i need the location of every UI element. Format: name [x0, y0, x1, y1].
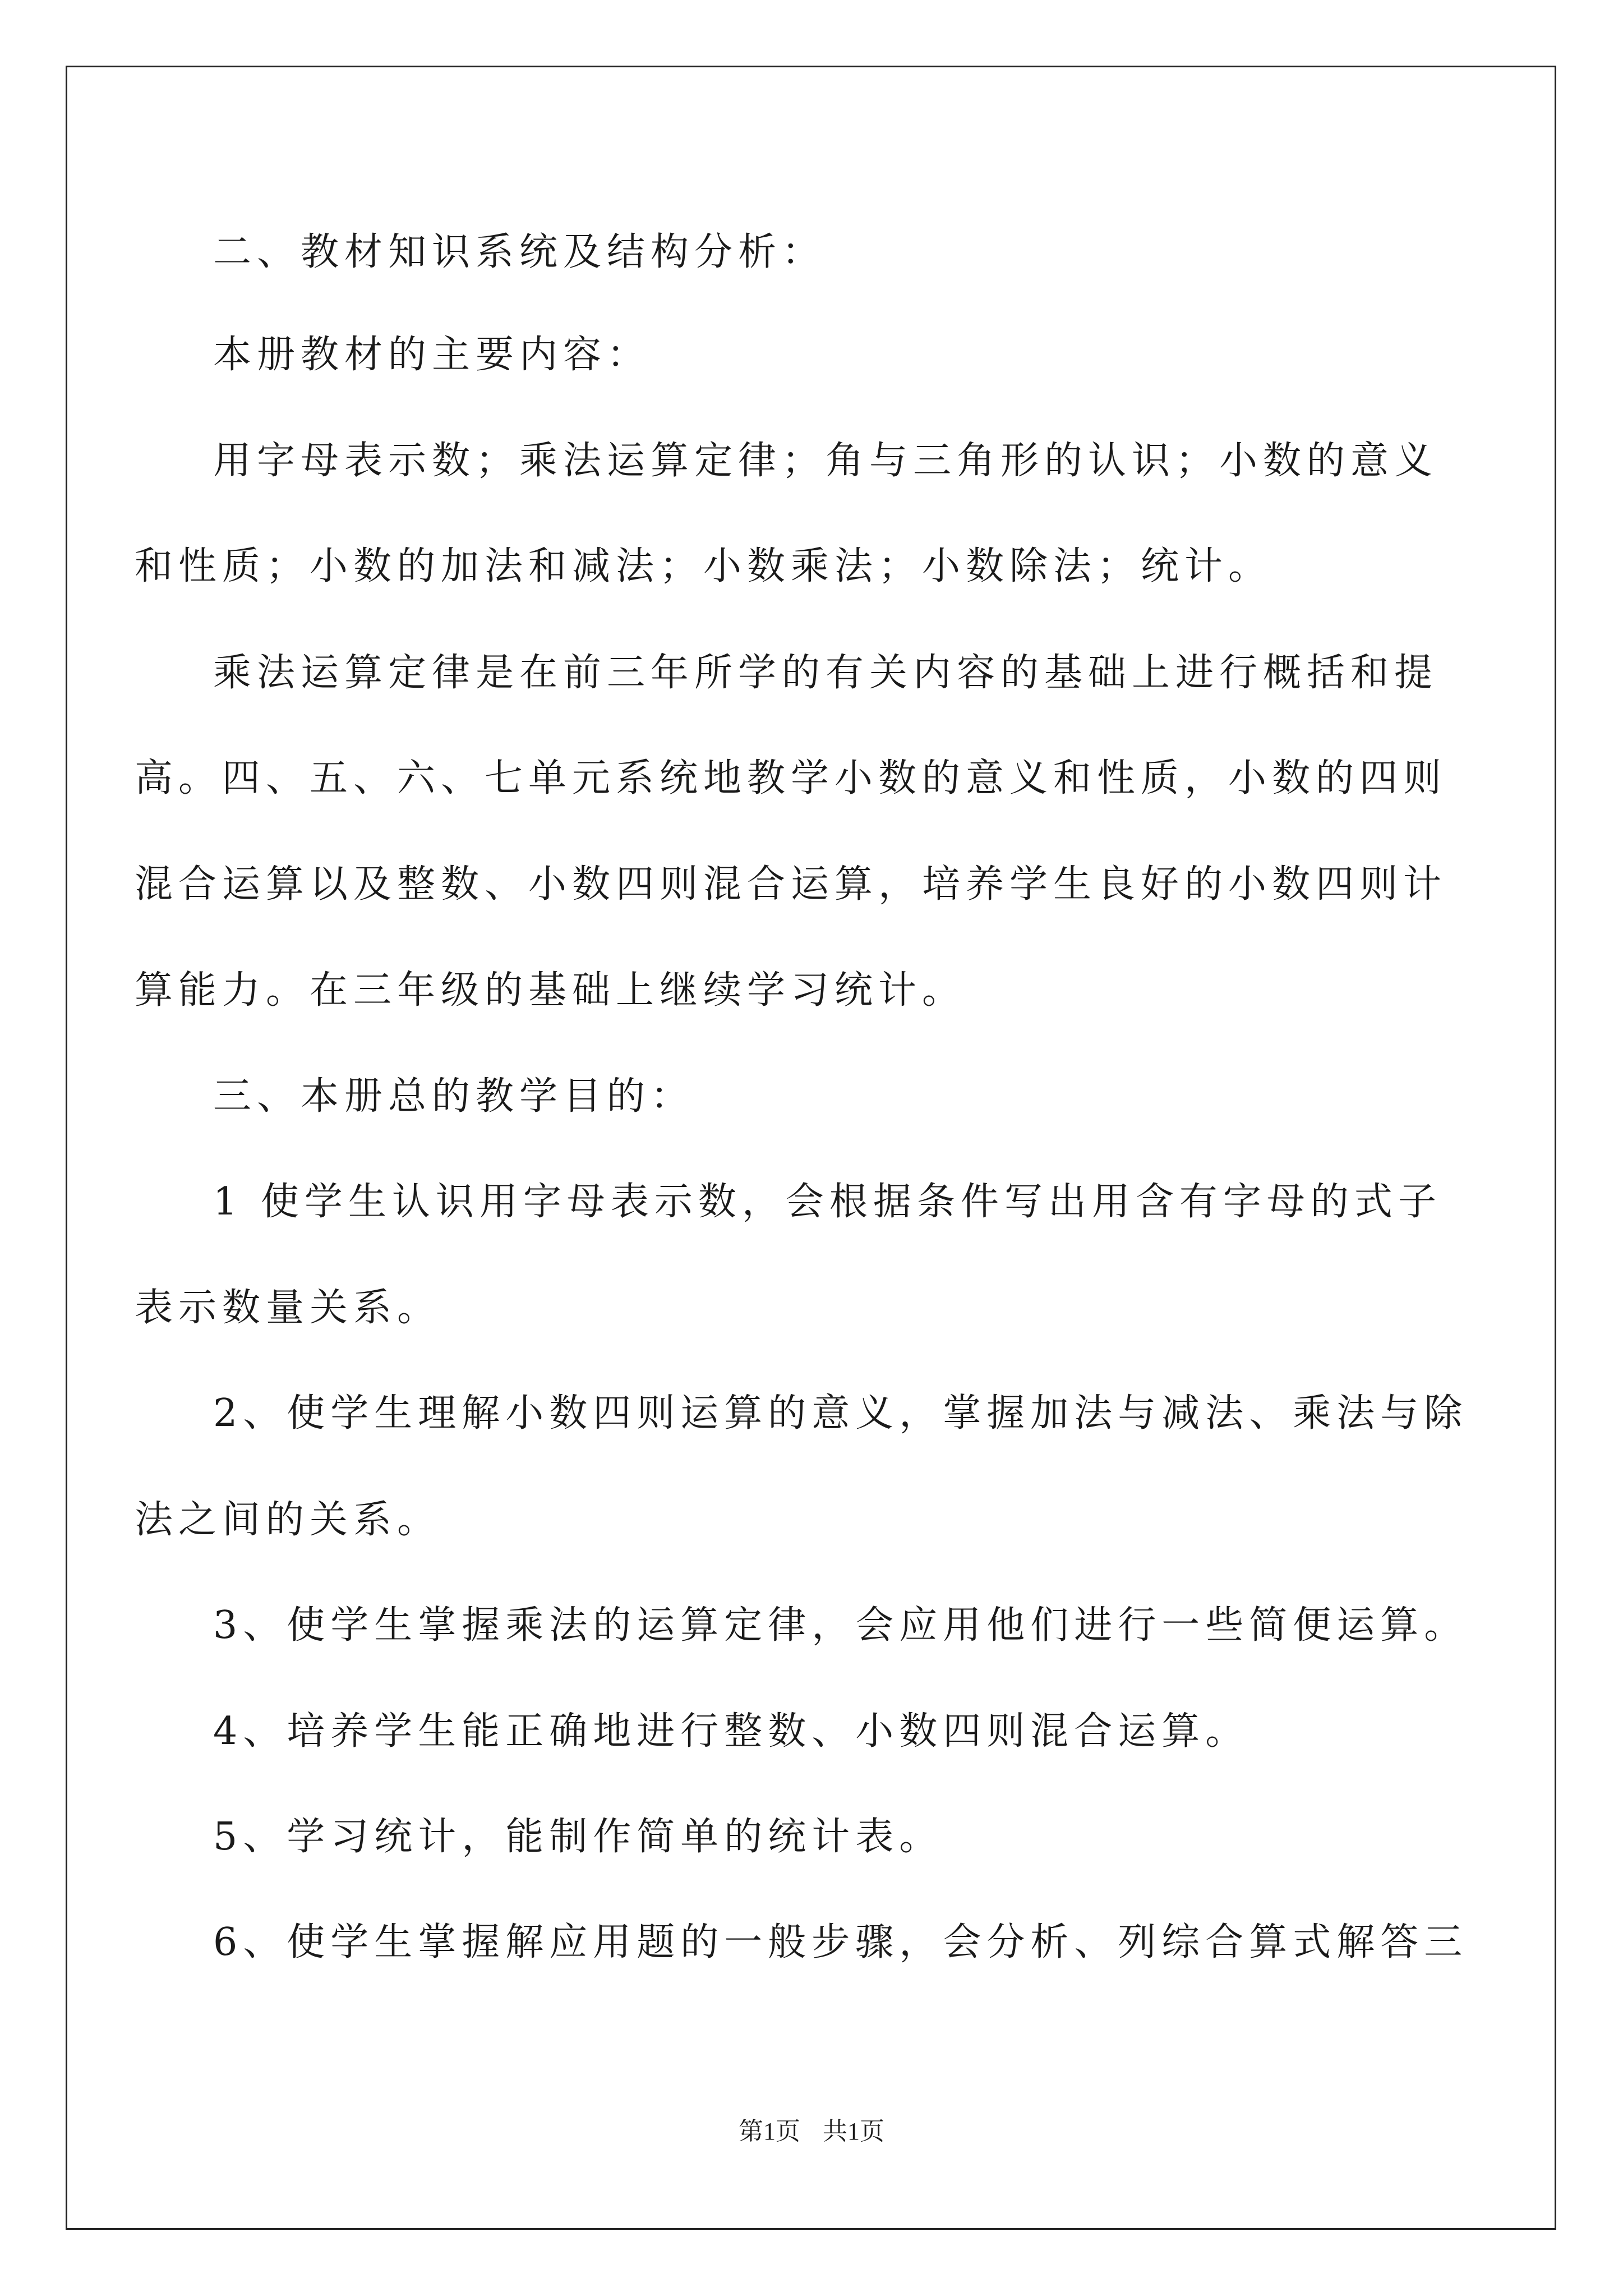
text-line: 和性质；小数的加法和减法；小数乘法；小数除法；统计。	[135, 544, 1272, 588]
page-footer	[0, 2115, 1623, 2148]
text-line: 混合运算以及整数、小数四则混合运算，培养学生良好的小数四则计	[135, 862, 1447, 907]
text-line: 高。四、五、六、七单元系统地教学小数的意义和性质，小数的四则	[135, 756, 1447, 800]
text-line: 法之间的关系。	[135, 1498, 441, 1542]
text-line: 表示数量关系。	[135, 1286, 441, 1330]
heading-teaching-objectives: 三、本册总的教学目的：	[213, 1074, 695, 1119]
list-item-3: 3、使学生掌握乘法的运算定律，会应用他们进行一些简便运算。	[213, 1603, 1468, 1648]
list-item-4: 4、培养学生能正确地进行整数、小数四则混合运算。	[213, 1709, 1249, 1754]
text-line: 本册教材的主要内容：	[213, 333, 651, 377]
page-number-total: 共1页	[823, 2118, 884, 2145]
list-item-2: 2、使学生理解小数四则运算的意义，掌握加法与减法、乘法与除	[213, 1391, 1468, 1435]
text-line: 算能力。在三年级的基础上继续学习统计。	[135, 968, 966, 1013]
list-item-1: 1 使学生认识用字母表示数，会根据条件写出用含有字母的式子	[213, 1180, 1442, 1224]
page-border	[66, 66, 1556, 2230]
list-item-6: 6、使学生掌握解应用题的一般步骤，会分析、列综合算式解答三	[213, 1920, 1468, 1964]
text-line: 用字母表示数；乘法运算定律；角与三角形的认识；小数的意义	[213, 439, 1438, 483]
list-item-5: 5、学习统计，能制作简单的统计表。	[213, 1815, 943, 1859]
text-line: 乘法运算定律是在前三年所学的有关内容的基础上进行概括和提	[213, 651, 1438, 695]
heading-structure-analysis: 二、教材知识系统及结构分析：	[213, 230, 826, 274]
page-number-current: 第1页	[739, 2118, 800, 2145]
